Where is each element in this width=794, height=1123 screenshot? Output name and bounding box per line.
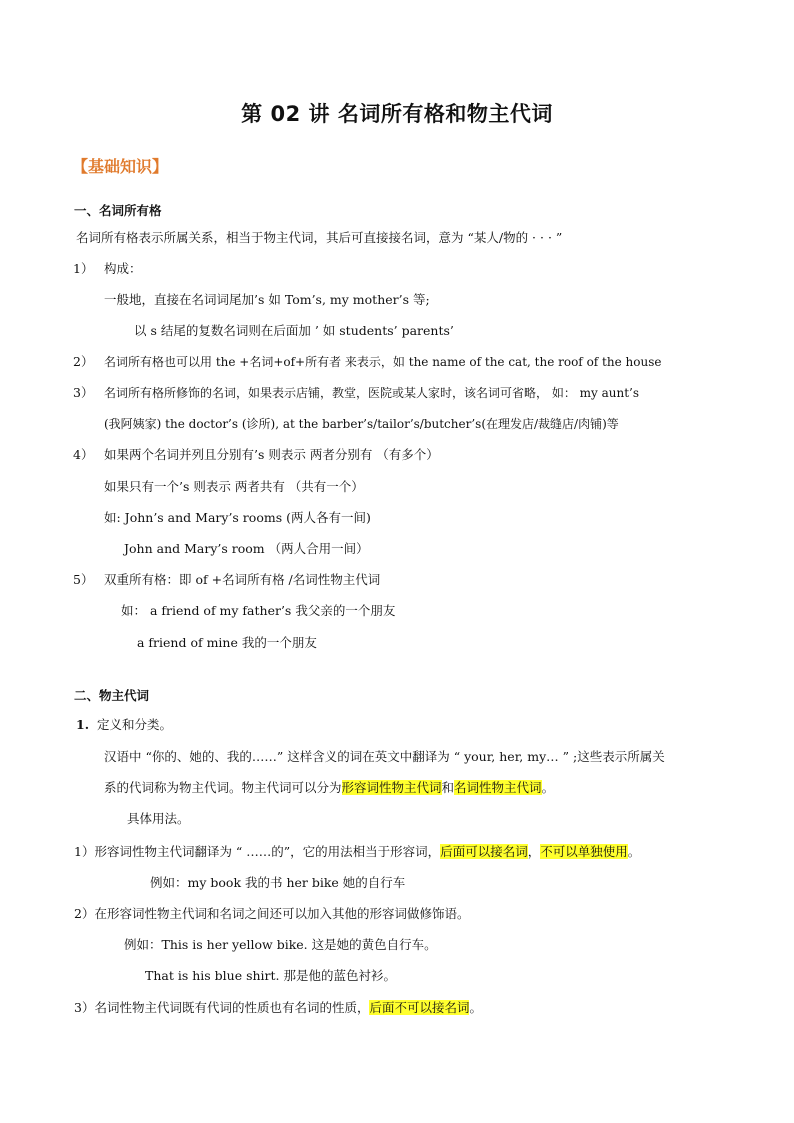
- page-title: 第 02 讲 名词所有格和物主代词: [241, 102, 553, 126]
- item-text: 如: John’s and Mary’s rooms (两人各有一间): [104, 510, 371, 525]
- highlighted-term: 后面不可以接名词: [369, 1000, 470, 1015]
- item-text: 以 s 结尾的复数名词则在后面加 ’ 如 students’ parents’: [134, 323, 454, 338]
- highlighted-term: 不可以单独使用: [540, 844, 628, 859]
- example-line: 例如：This is her yellow bike. 这是她的黄色自行车。: [124, 937, 437, 952]
- highlighted-term: 形容词性物主代词: [341, 780, 442, 795]
- item-text: John and Mary’s room （两人合用一间）: [124, 541, 369, 556]
- section2-heading: 二、物主代词: [74, 688, 150, 703]
- item-number: 1）: [73, 261, 94, 276]
- item-text: 名词所有格也可以用 the +名词+of+所有者 来表示，如 the name of the cat, the roof of the house: [104, 355, 662, 369]
- item-number: 2）: [73, 354, 94, 369]
- item-number: 3）: [73, 385, 94, 400]
- item-text: 一般地，直接在名词词尾加’s 如 Tom’s, my mother’s 等;: [104, 292, 430, 307]
- rule-line: [74, 843, 640, 861]
- text-span: 1）形容词性物主代词翻译为 “ ……的”，它的用法相当于形容词，: [74, 844, 441, 859]
- item-number: 5）: [73, 572, 94, 587]
- example-line: That is his blue shirt. 那是他的蓝色衬衫。: [145, 968, 396, 983]
- section1-intro: 名词所有格表示所属关系，相当于物主代词，其后可直接接名词，意为 “某人/物的 · · · ”: [76, 230, 563, 245]
- sub-heading: 定义和分类。: [97, 717, 173, 732]
- item-text: 双重所有格：即 of +名词所有格 /名词性物主代词: [104, 572, 381, 587]
- item-text: 如： a friend of my father’s 我父亲的一个朋友: [121, 603, 396, 618]
- rule-line: 2）在形容词性物主代词和名词之间还可以加入其他的形容词做修饰语。: [74, 906, 470, 921]
- sub-number: 1.: [76, 717, 90, 732]
- item-text: (我阿姨家) the doctor’s (诊所), at the barber’s/tailor’s/butcher’s(在理发店/裁缝店/肉铺)等: [104, 417, 619, 431]
- highlighted-term: 后面可以接名词: [440, 844, 528, 859]
- text-span: 。: [469, 1000, 482, 1015]
- item-text: 如果两个名词并列且分别有’s 则表示 两者分别有 （有多个）: [104, 447, 439, 462]
- text-span: 。: [627, 844, 641, 859]
- text-span: 。: [541, 780, 555, 795]
- section1-heading: 一、名词所有格: [74, 203, 162, 218]
- rule-line: [74, 999, 482, 1017]
- text-span: ，: [527, 844, 541, 859]
- usage-label: 具体用法。: [127, 811, 190, 826]
- paragraph-line: 汉语中 “你的、她的、我的……” 这样含义的词在英文中翻译为 “ your, her, my… ” ;这些表示所属关: [104, 749, 665, 764]
- section-banner: 【基础知识】: [72, 157, 169, 176]
- paragraph-line: [104, 779, 554, 797]
- example-line: 例如：my book 我的书 her bike 她的自行车: [150, 875, 406, 890]
- highlighted-term: 名词性物主代词: [454, 780, 542, 795]
- text-span: 3）名词性物主代词既有代词的性质也有名词的性质，: [74, 1000, 370, 1015]
- text-span: 系的代词称为物主代词。物主代词可以分为: [104, 780, 342, 795]
- item-text: 名词所有格所修饰的名词，如果表示店铺，教堂，医院或某人家时，该名词可省略， 如： my aunt’s: [104, 386, 640, 400]
- item-text: 如果只有一个’s 则表示 两者共有 （共有一个）: [104, 479, 364, 494]
- item-number: 4）: [73, 447, 94, 462]
- item-text: a friend of mine 我的一个朋友: [137, 635, 317, 650]
- item-text: 构成：: [104, 261, 142, 276]
- text-span: 和: [441, 780, 455, 795]
